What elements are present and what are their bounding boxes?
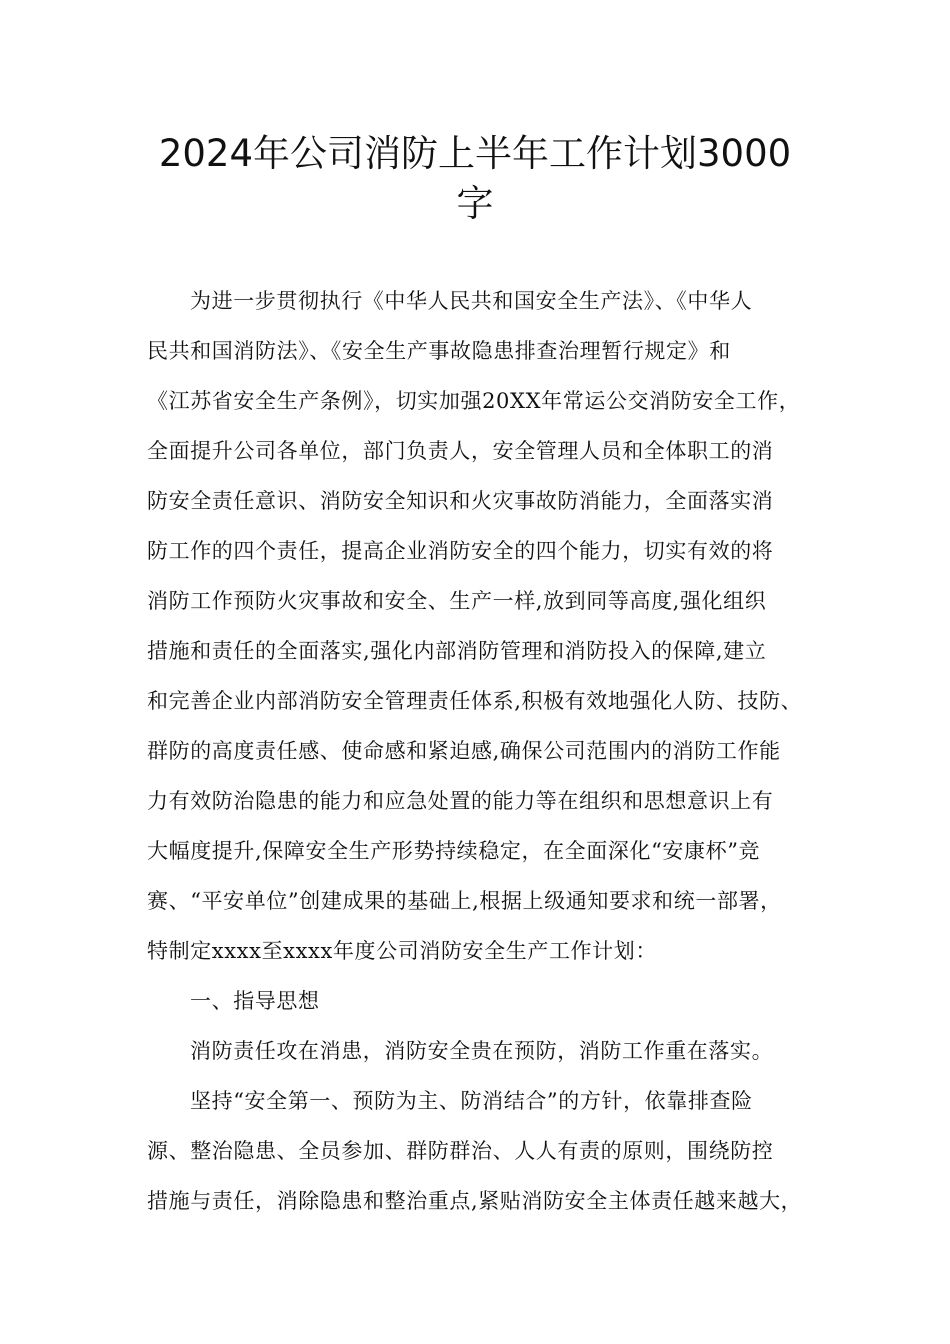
section-heading: 一、指导思想 bbox=[190, 989, 320, 1013]
paragraph-line: 全面提升公司各单位，部门负责人，安全管理人员和全体职工的消 bbox=[147, 439, 774, 463]
paragraph-line: 消防责任攻在消患，消防安全贵在预防，消防工作重在落实。 bbox=[190, 1039, 774, 1063]
document-title: 2024年公司消防上半年工作计划3000 bbox=[158, 132, 792, 175]
paragraph-line: 源、整治隐患、全员参加、群防群治、人人有责的原则，围绕防控 bbox=[147, 1139, 774, 1163]
paragraph-line: 防工作的四个责任，提高企业消防安全的四个能力，切实有效的将 bbox=[147, 539, 774, 563]
paragraph-line: 《江苏省安全生产条例》，切实加强20XX年常运公交消防安全工作， bbox=[147, 389, 801, 413]
paragraph-line: 和完善企业内部消防安全管理责任体系,积极有效地强化人防、技防、 bbox=[147, 689, 803, 713]
document-title-continuation: 字 bbox=[456, 182, 494, 225]
paragraph-line: 赛、“平安单位”创建成果的基础上,根据上级通知要求和统一部署， bbox=[147, 889, 782, 913]
paragraph-line: 为进一步贯彻执行《中华人民共和国安全生产法》、《中华人 bbox=[190, 289, 753, 313]
paragraph-line: 消防工作预防火灾事故和安全、生产一样,放到同等高度,强化组织 bbox=[147, 589, 767, 613]
paragraph-line: 措施与责任，消除隐患和整治重点,紧贴消防安全主体责任越来越大， bbox=[147, 1189, 803, 1213]
paragraph-line: 特制定xxxx至xxxx年度公司消防安全生产工作计划： bbox=[147, 939, 657, 963]
paragraph-line: 民共和国消防法》、《安全生产事故隐患排查治理暂行规定》和 bbox=[147, 339, 731, 363]
paragraph-line: 防安全责任意识、消防安全知识和火灾事故防消能力，全面落实消 bbox=[147, 489, 774, 513]
paragraph-line: 坚持“安全第一、预防为主、防消结合”的方针，依靠排查险 bbox=[190, 1089, 753, 1113]
paragraph-line: 大幅度提升,保障安全生产形势持续稳定，在全面深化“安康杯”竞 bbox=[147, 839, 761, 863]
paragraph-line: 措施和责任的全面落实,强化内部消防管理和消防投入的保障,建立 bbox=[147, 639, 767, 663]
paragraph-line: 力有效防治隐患的能力和应急处置的能力等在组织和思想意识上有 bbox=[147, 789, 774, 813]
paragraph-line: 群防的高度责任感、使命感和紧迫感,确保公司范围内的消防工作能 bbox=[147, 739, 781, 763]
